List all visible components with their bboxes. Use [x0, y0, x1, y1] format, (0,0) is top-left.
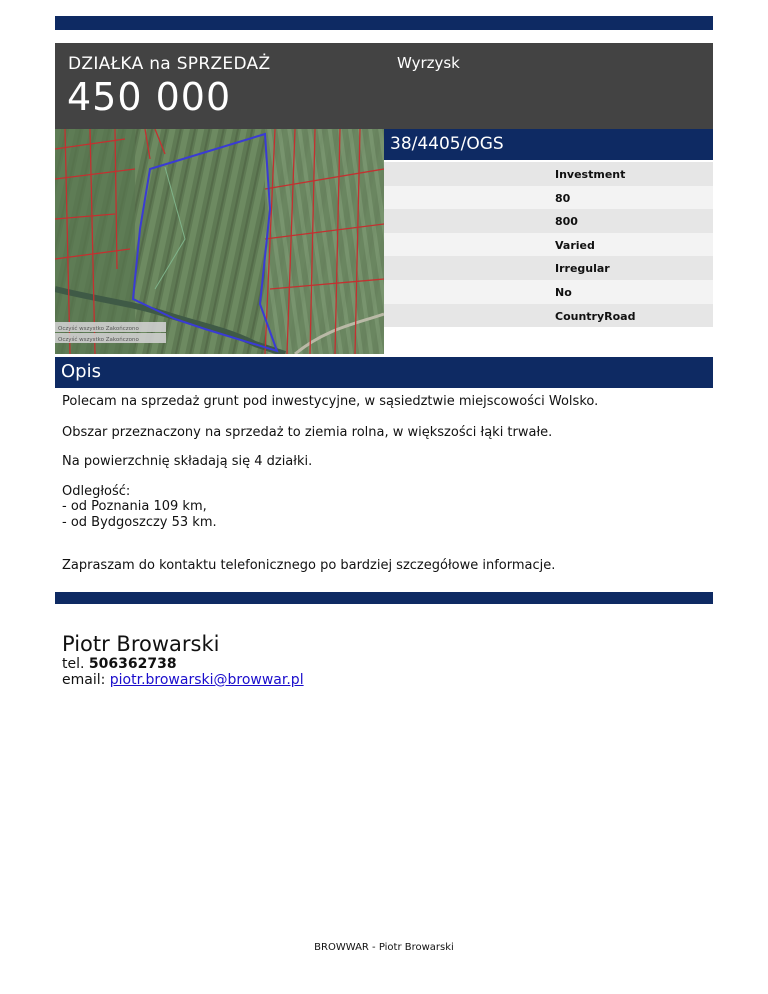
parameters-table — [384, 162, 713, 327]
parameter-row — [384, 256, 713, 280]
parameter-row — [384, 162, 713, 186]
map-legend-row: Oczyść wszystko Zakończono — [58, 337, 139, 343]
aerial-map-graphic — [55, 129, 384, 354]
reference-header — [384, 129, 713, 160]
distance-line: - od Poznania 109 km, — [62, 499, 207, 514]
listing-header — [55, 43, 713, 129]
plot-map-image — [55, 129, 384, 354]
agent-email — [62, 672, 304, 688]
distance-line: - od Bydgoszczy 53 km. — [62, 514, 217, 530]
price: 450 000 — [67, 75, 232, 119]
email-label: email: — [62, 672, 106, 688]
parameter-value: 80 — [555, 191, 571, 205]
section-divider-bar — [55, 592, 713, 604]
agent-phone — [62, 656, 177, 672]
description-paragraph: Na powierzchnię składają się 4 działki. — [62, 454, 313, 469]
parameter-value: Varied — [555, 238, 595, 252]
email-link[interactable]: piotr.browarski@browwar.pl — [109, 672, 304, 688]
parameter-row — [384, 186, 713, 210]
parameter-value: 800 — [555, 215, 578, 229]
parameter-row — [384, 233, 713, 257]
parameter-row — [384, 304, 713, 328]
distance-title: Odległość: — [62, 483, 131, 499]
parameter-row — [384, 280, 713, 304]
footer-text: BROWWAR - Piotr Browarski — [314, 942, 454, 953]
offer-type: DZIAŁKA na SPRZEDAŻ — [68, 54, 271, 74]
map-legend-row: Oczyść wszystko Zakończono — [58, 326, 139, 332]
agent-name: Piotr Browarski — [62, 632, 220, 656]
reference-number: 38/4405/OGS — [390, 134, 504, 154]
parameter-value: No — [555, 285, 572, 299]
location: Wyrzysk — [397, 54, 460, 72]
phone-number[interactable]: 506362738 — [88, 656, 177, 672]
parameter-value: CountryRoad — [555, 309, 636, 323]
description-paragraph: Zapraszam do kontaktu telefonicznego po bardziej szczegółowe informacje. — [62, 558, 556, 573]
description-header — [55, 357, 713, 388]
parameter-value: Investment — [555, 168, 626, 181]
phone-label: tel. — [62, 656, 85, 672]
top-divider-bar — [55, 16, 713, 30]
description-body — [62, 394, 702, 574]
description-heading: Opis — [61, 361, 101, 382]
description-paragraph: Obszar przeznaczony na sprzedaż to ziemia rolna, w większości łąki trwałe. — [62, 424, 553, 440]
parameter-row — [384, 209, 713, 233]
parameter-value: Irregular — [555, 262, 610, 276]
description-paragraph: Polecam na sprzedaż grunt pod inwestycyjne, w sąsiedztwie miejscowości Wolsko. — [62, 394, 599, 409]
